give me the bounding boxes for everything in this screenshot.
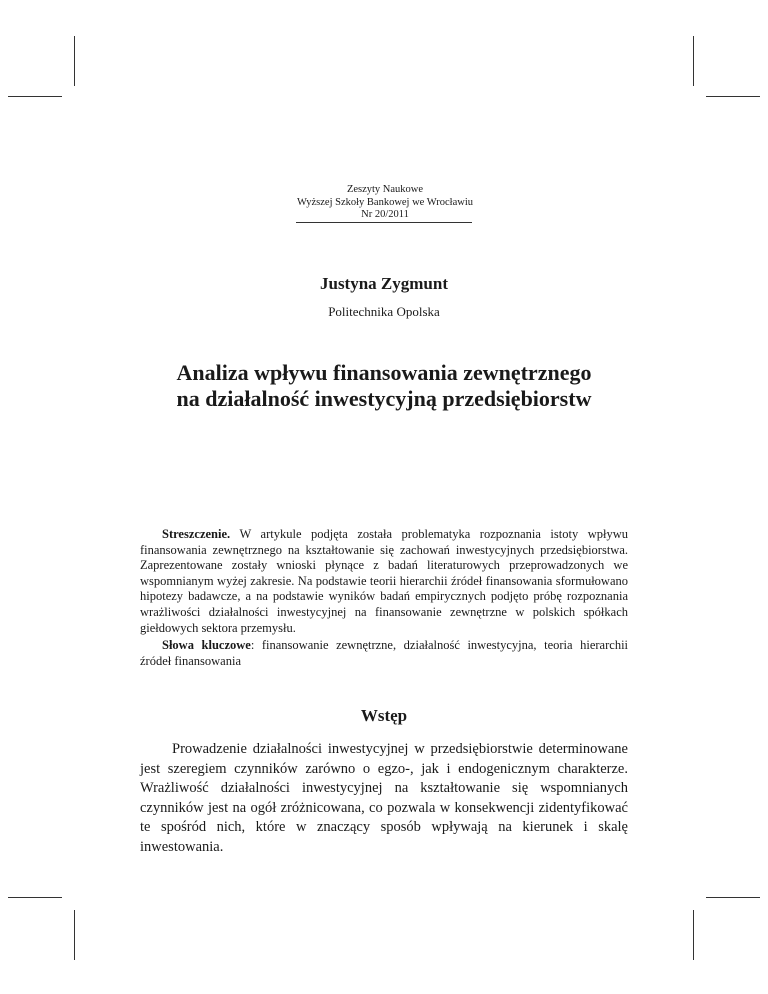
paper-title-line-2: na działalność inwestycyjną przedsiębiorstw — [176, 386, 592, 411]
journal-name: Zeszyty Naukowe — [346, 184, 424, 195]
journal-issue: Nr 20/2011 — [361, 209, 409, 220]
keywords-label: Słowa kluczowe — [162, 638, 251, 652]
journal-rule — [296, 222, 472, 223]
journal-header — [290, 184, 480, 222]
abstract — [140, 527, 628, 636]
paper-title — [100, 360, 668, 412]
crop-mark-bottom-right-vertical — [693, 910, 694, 960]
section-heading: Wstęp — [360, 706, 408, 725]
crop-mark-top-left-vertical — [74, 36, 75, 86]
author-name: Justyna Zygmunt — [319, 274, 448, 293]
crop-mark-top-right-horizontal — [706, 96, 760, 97]
crop-mark-bottom-left-vertical — [74, 910, 75, 960]
crop-mark-top-left-horizontal — [8, 96, 62, 97]
journal-publisher: Wyższej Szkoły Bankowej we Wrocławiu — [296, 196, 474, 208]
abstract-text: W artykule podjęta została problematyka rozpoznania istoty wpływu finansowania zewnętrznego na kształtowanie się zachowań inwestycyjnych przedsiębiorstwa. Zaprezentowane zostały wnioski płynące z badań literaturowych przeprowadzonych we wspomnianym wyżej zakresie. Na podstawie teorii hierarchii źródeł finansowania sformułowano hipotezy badawcze, a na podstawie wyników badań empirycznych podjęto próbę rozpoznania wrażliwości działalności inwestycyjnej na finansowanie zewnętrzne w polskich spółkach giełdowych sektora przemysłu. — [140, 527, 628, 635]
author-affiliation: Politechnika Opolska — [328, 304, 440, 319]
crop-mark-bottom-left-horizontal — [8, 897, 62, 898]
body-text — [140, 740, 628, 857]
crop-mark-top-right-vertical — [693, 36, 694, 86]
body-paragraph: Prowadzenie działalności inwestycyjnej w przedsiębiorstwie determinowane jest szeregiem czynników zarówno o egzo-, jak i endogenicznym charakterze. Wrażliwość działalności inwestycyjnej na kształtowanie się wspomnianych czynników jest na ogół zróżnicowana, co pozwala w konsekwencji zidentyfikować te spośród nich, które w znaczący sposób wpływają na kierunek i skalę inwestowania. — [140, 741, 628, 855]
keywords-text: : finansowanie zewnętrzne, działalność inwestycyjna, teoria hierarchii źródeł finansowania — [140, 638, 629, 668]
crop-mark-bottom-right-horizontal — [706, 897, 760, 898]
keywords — [140, 638, 628, 669]
paper-title-line-1: Analiza wpływu finansowania zewnętrznego — [176, 360, 592, 385]
abstract-label: Streszczenie. — [162, 527, 231, 541]
